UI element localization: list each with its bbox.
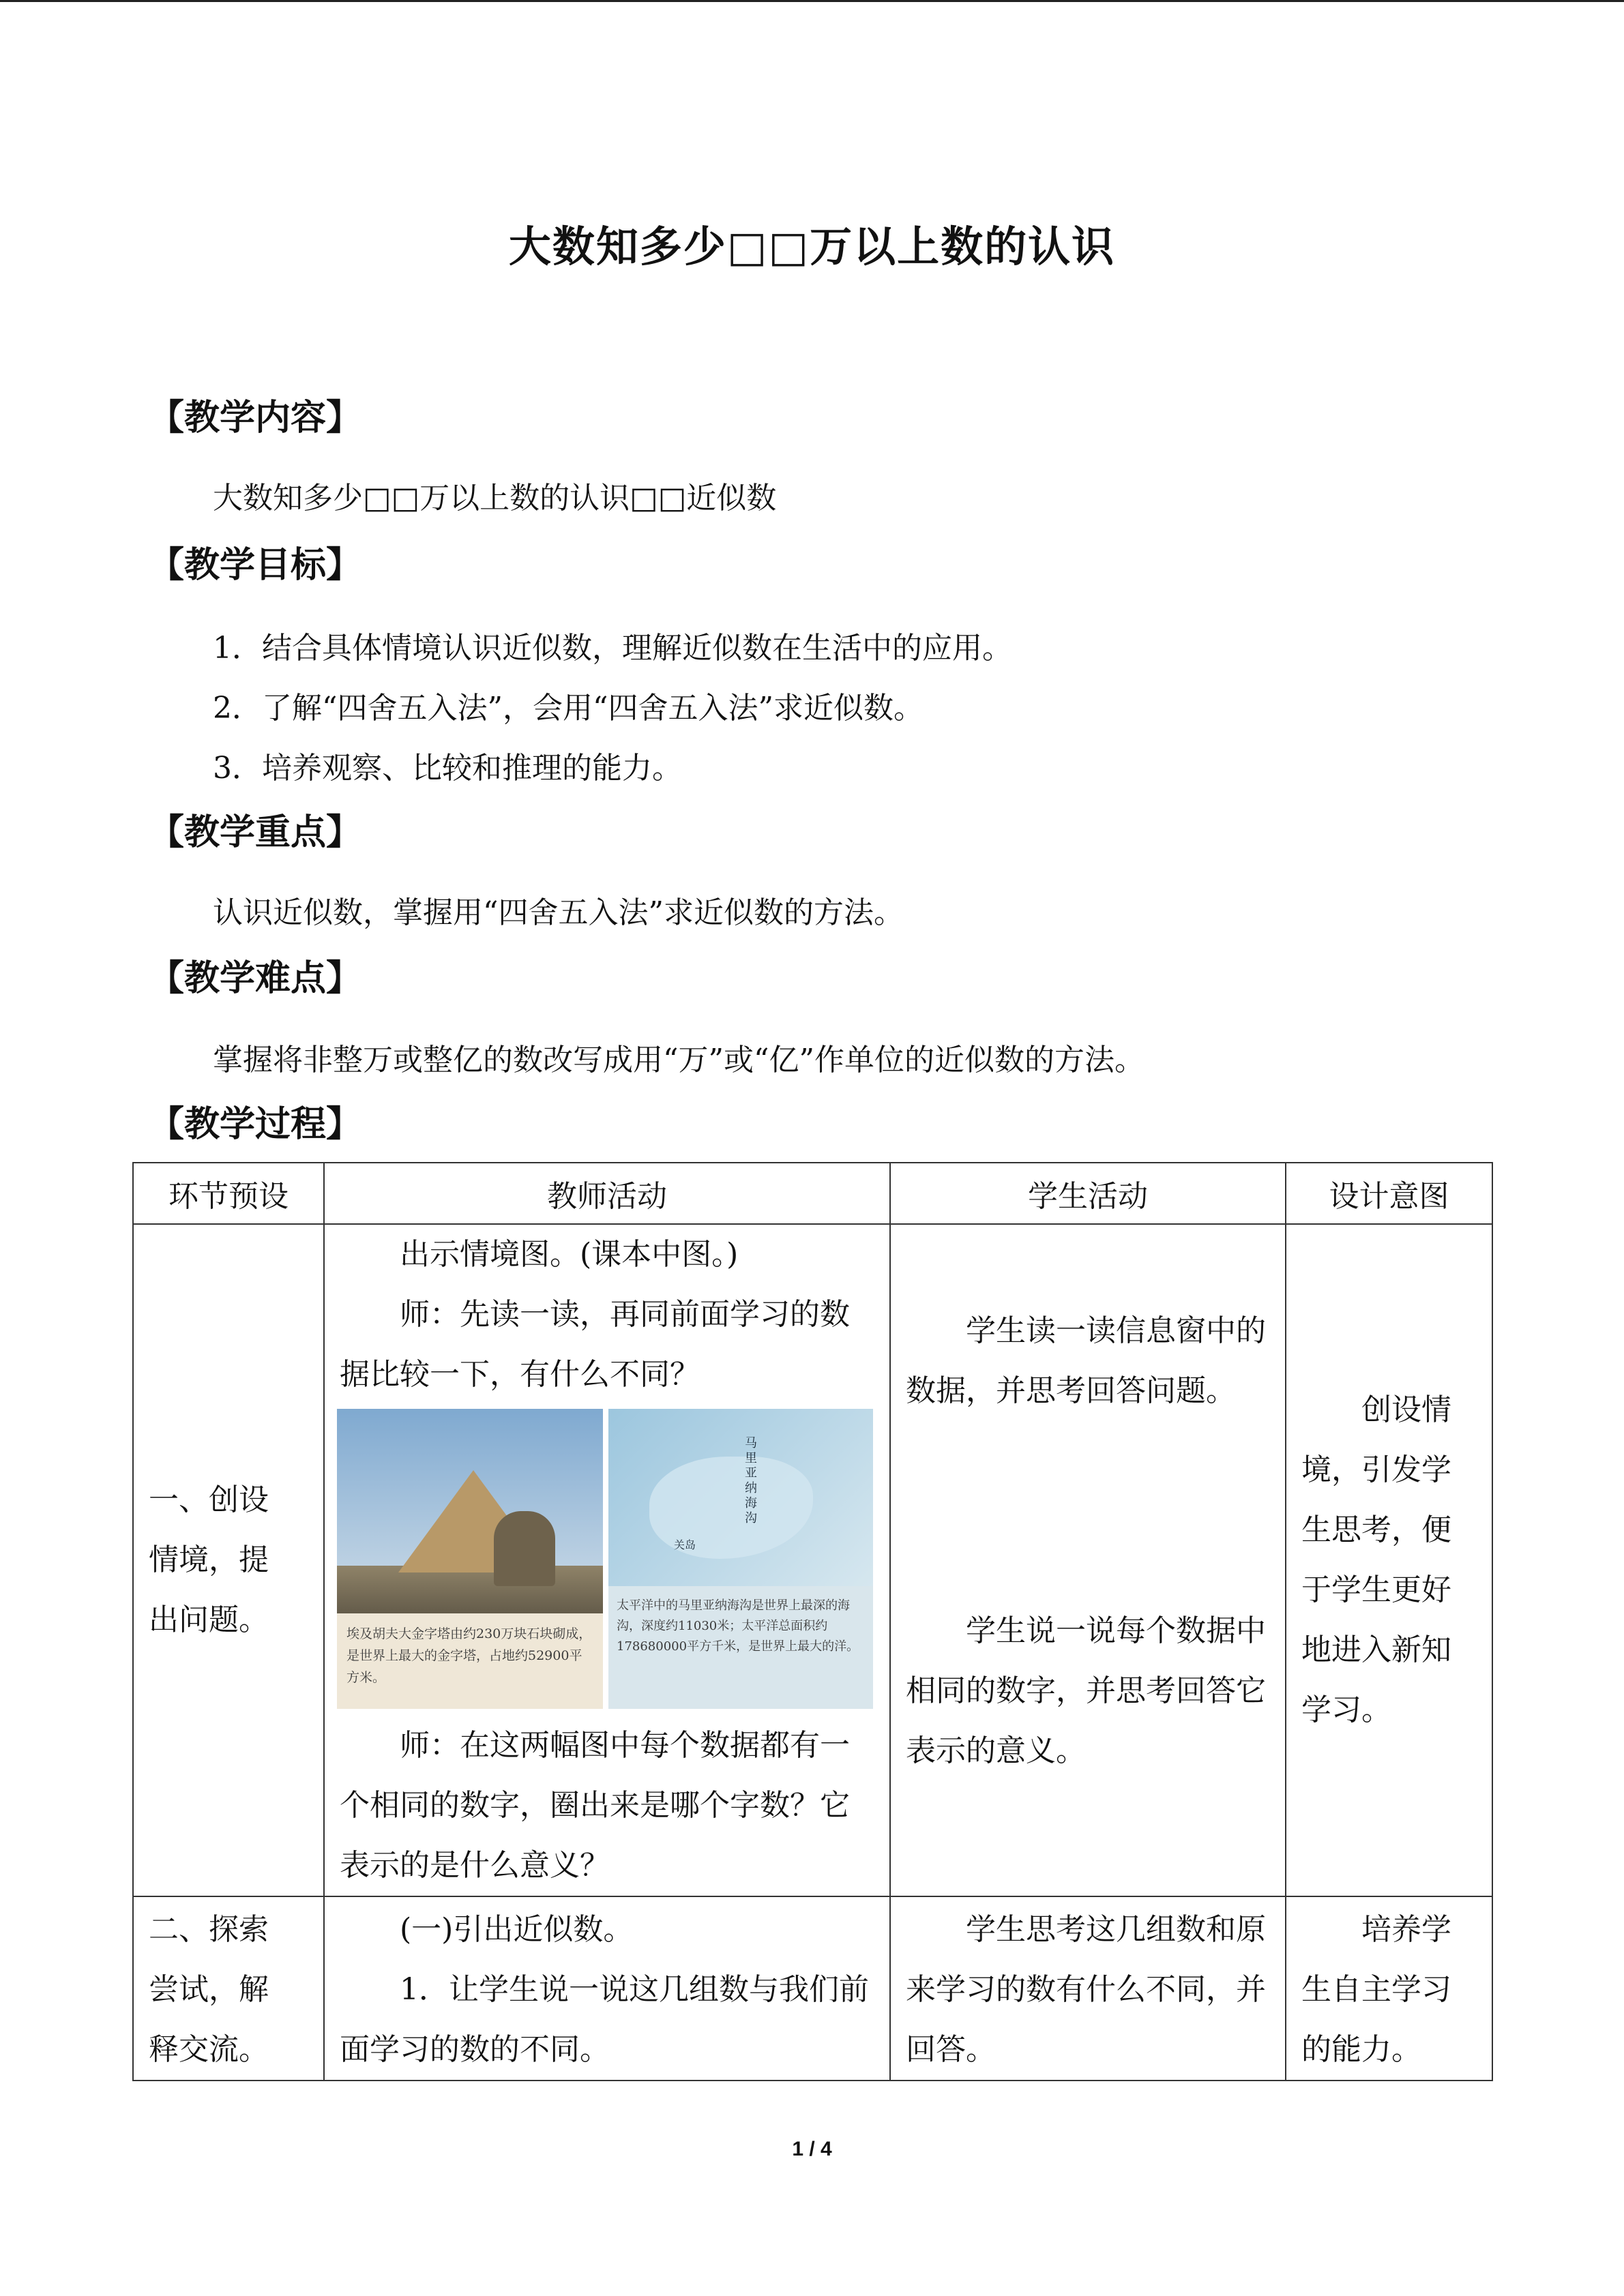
map-label-guam: 关岛 <box>674 1538 696 1551</box>
student-text: 学生读一读信息窗中的数据，并思考回答问题。 <box>906 1313 1266 1408</box>
header-stage: 环节预设 <box>133 1163 324 1224</box>
page-title: 大数知多少□□万以上数的认识 <box>508 222 1116 271</box>
table-row <box>133 1896 1492 2081</box>
textbook-image <box>337 1409 873 1709</box>
stage-line: 出问题。 <box>149 1602 269 1637</box>
teacher-cell <box>324 1224 890 1896</box>
photo-sand <box>337 1566 603 1620</box>
pyramid-photo <box>337 1409 603 1709</box>
content-text: 大数知多少□□万以上数的认识□□近似数 <box>213 481 777 516</box>
intent-cell <box>1286 1224 1492 1896</box>
teacher-cell <box>324 1896 890 2081</box>
teacher-text: 师：在这两幅图中每个数据都有一个相同的数字，圈出来是哪个字数？它表示的是什么意义？ <box>340 1728 850 1883</box>
student-cell <box>890 1896 1286 2081</box>
stage-line: 情境，提 <box>149 1542 269 1577</box>
teacher-text: 出示情境图。(课本中图。) <box>400 1237 739 1272</box>
stage-cell <box>133 1896 324 2081</box>
ocean-map-photo <box>608 1409 873 1709</box>
process-table <box>132 1162 1493 2081</box>
heading-goals: 【教学目标】 <box>149 544 362 586</box>
goal-item-2: 2．了解“四舍五入法”，会用“四舍五入法”求近似数。 <box>213 691 924 726</box>
heading-key: 【教学重点】 <box>149 811 362 853</box>
goal-item-1: 1．结合具体情境认识近似数，理解近似数在生活中的应用。 <box>213 631 1012 666</box>
teacher-text: (一)引出近似数。 <box>400 1912 634 1947</box>
stage-cell <box>133 1224 324 1896</box>
key-text: 认识近似数，掌握用“四舍五入法”求近似数的方法。 <box>213 895 904 930</box>
teacher-text: 1．让学生说一说这几组数与我们前面学习的数的不同。 <box>340 1972 869 2067</box>
ocean-caption: 太平洋中的马里亚纳海沟是世界上最深的海沟，深度约11030米；太平洋总面积约178680000平方千米，是世界上最大的洋。 <box>608 1586 873 1709</box>
top-border-line <box>0 0 1624 2</box>
pyramid-caption: 埃及胡夫大金字塔由约230万块石块砌成，是世界上最大的金字塔，占地约52900平方米。 <box>337 1613 603 1709</box>
map-label: 马里亚纳海沟 <box>745 1436 757 1525</box>
stage-line: 释交流。 <box>149 2032 269 2067</box>
intent-cell <box>1286 1896 1492 2081</box>
table-header-row <box>133 1163 1492 1224</box>
intent-text: 创设情境，引发学生思考，便于学生更好地进入新知学习。 <box>1301 1392 1451 1727</box>
header-intent: 设计意图 <box>1286 1163 1492 1224</box>
header-teacher: 教师活动 <box>324 1163 890 1224</box>
sphinx-shape <box>494 1511 555 1586</box>
stage-line: 一、创设 <box>149 1482 269 1517</box>
difficult-text: 掌握将非整万或整亿的数改写成用“万”或“亿”作单位的近似数的方法。 <box>213 1043 1145 1077</box>
student-cell <box>890 1224 1286 1896</box>
student-text: 学生说一说每个数据中相同的数字，并思考回答它表示的意义。 <box>906 1613 1266 1768</box>
heading-content: 【教学内容】 <box>149 397 362 438</box>
teacher-text: 师：先读一读，再同前面学习的数据比较一下，有什么不同？ <box>340 1297 850 1392</box>
page-number: 1 / 4 <box>792 2138 832 2160</box>
intent-text: 培养学生自主学习的能力。 <box>1301 1912 1451 2067</box>
table-row <box>133 1224 1492 1896</box>
stage-line: 二、探索 <box>149 1912 269 1947</box>
header-student: 学生活动 <box>890 1163 1286 1224</box>
heading-difficult: 【教学难点】 <box>149 957 362 999</box>
heading-process: 【教学过程】 <box>149 1103 362 1145</box>
stage-line: 尝试，解 <box>149 1972 269 2007</box>
student-text: 学生思考这几组数和原来学习的数有什么不同，并回答。 <box>906 1912 1266 2067</box>
goal-item-3: 3．培养观察、比较和推理的能力。 <box>213 751 682 786</box>
